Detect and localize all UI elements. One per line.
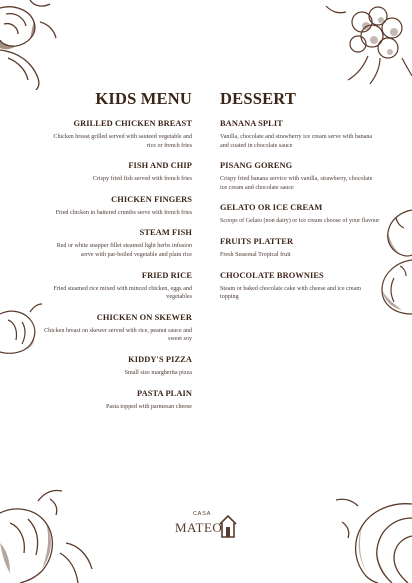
menu-item-name: GRILLED CHICKEN BREAST	[73, 119, 192, 128]
menu-item	[44, 271, 192, 302]
menu-item-name: KIDDY'S PIZZA	[128, 354, 192, 364]
menu-item	[220, 119, 380, 150]
casa-mateo-logo	[172, 511, 244, 541]
menu-item-description: Chicken breast grilled served with sauteed vegetable and rice or french fries	[53, 134, 192, 149]
menu-item-description: Crispy fried fish served with french fries	[92, 176, 192, 183]
menu-item	[44, 228, 192, 259]
menu-item	[44, 195, 192, 218]
kids-menu-title: KIDS MENU	[95, 89, 192, 108]
menu-item-name: STEAM FISH	[139, 228, 192, 238]
menu-item	[44, 313, 192, 344]
menu-item-name: PASTA PLAIN	[137, 388, 192, 398]
menu-item-description: Pasta topped with parmesan cheese	[106, 403, 192, 410]
kids-menu-section	[44, 90, 192, 422]
menu-item-name: BANANA SPLIT	[220, 119, 283, 128]
menu-item-description: Red or white snapper fillet steamed light herbs infusion serve with par-boiled vegetable and plain rice	[56, 243, 192, 258]
menu-item	[220, 203, 380, 226]
menu-item-description: Fried chicken in battered crumbs serve with french fries	[55, 209, 192, 216]
house-icon	[219, 514, 237, 538]
menu-item	[220, 237, 380, 260]
dessert-section	[220, 90, 380, 313]
menu-item-name: FRIED RICE	[141, 270, 192, 280]
menu-item-name: GELATO OR ICE CREAM	[220, 203, 323, 213]
menu-item	[220, 271, 380, 302]
broccoli-sketch-top-right-icon	[318, 0, 412, 88]
garlic-sketch-left-icon	[0, 300, 44, 360]
menu-item	[44, 355, 192, 378]
logo-casa-text: CASA	[193, 511, 212, 517]
menu-item-description: Small size margherita pizza	[124, 369, 192, 376]
menu-item	[44, 119, 192, 150]
menu-item-description: Scoops of Gelato (non dairy) or ice cream choose of your flavour	[220, 218, 380, 225]
menu-item-description: Fried steamed rice mixed with minced chicken, eggs and vegetables	[53, 285, 192, 301]
menu-item-description: Fresh Seasonal Tropical fruit	[220, 251, 291, 258]
menu-item-name: CHICKEN FINGERS	[111, 194, 192, 204]
menu-item	[44, 161, 192, 184]
dessert-title: DESSERT	[220, 89, 297, 108]
menu-item-description: Chicken breast on skewer served with rice, peanut sauce and sweet soy	[44, 327, 192, 343]
menu-item-description: Crispy fried banana service with vanilla, strawberry, chocolate ice cream and chocolate sauce	[220, 176, 373, 191]
menu-item-name: CHOCOLATE BROWNIES	[220, 270, 324, 280]
logo-mateo-text: MATEO	[175, 520, 223, 535]
cabbage-sketch-bottom-right-icon	[322, 492, 412, 583]
menu-item-name: FISH AND CHIP	[128, 161, 192, 171]
pepper-sketch-bottom-left-icon	[0, 483, 96, 583]
menu-item-description: Vanilla, chocolate and strawberry ice cream serve with banana and coated in chocolate sauce	[220, 134, 373, 149]
menu-item-description: Steam or baked chocolate cake with cheese and ice cream topping	[220, 285, 361, 301]
menu-item	[220, 161, 380, 192]
menu-item-name: FRUITS PLATTER	[220, 236, 294, 246]
menu-item	[44, 389, 192, 412]
menu-item-name: PISANG GORENG	[220, 161, 293, 171]
vegetable-sketch-top-left-icon	[0, 0, 80, 90]
menu-item-name: CHICKEN ON SKEWER	[96, 312, 192, 322]
